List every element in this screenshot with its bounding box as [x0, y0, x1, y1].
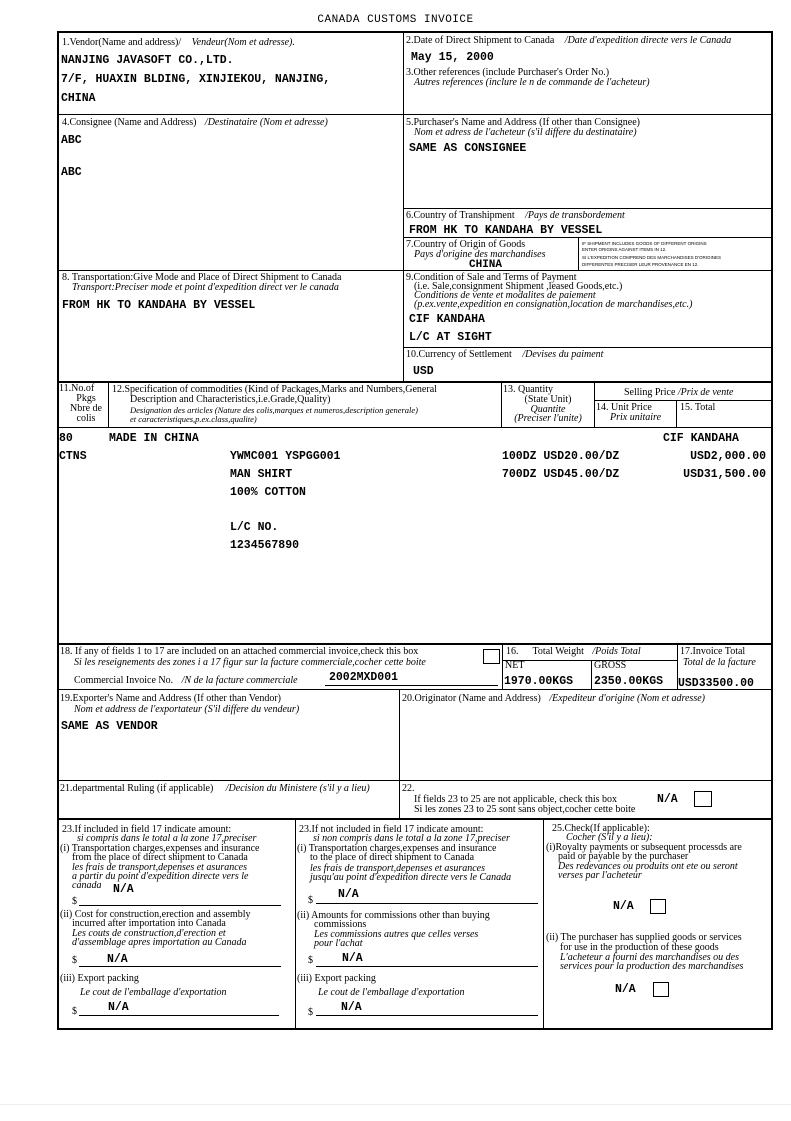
gross-weight-label: GROSS — [594, 660, 627, 671]
f25-ii-line: for use in the production of these goods — [560, 942, 719, 953]
f24-ii-line: commissions — [314, 919, 367, 930]
divider — [59, 270, 771, 271]
divider — [404, 347, 771, 348]
dollar-sign: $ — [72, 955, 77, 966]
exporter-label: 19.Exporter's Name and Address (If other than Vendor) — [60, 693, 282, 704]
shipment-date-value: May 15, 2000 — [411, 51, 494, 64]
originator-label: 20.Originator (Name and Address) /Expediteur d'origine (Nom et adresse) — [402, 693, 705, 704]
f24-iii-fr: Le cout de l'emballage d'exportation — [318, 987, 465, 998]
field-22-number: 22. — [402, 783, 415, 794]
quantity-header-fr-2: (Preciser l'unite) — [514, 413, 582, 424]
page-edge — [0, 1104, 791, 1105]
divider — [59, 114, 771, 115]
f24-i-line: to the place of direct shipment to Canada — [310, 852, 475, 863]
commercial-invoice-value: 2002MXD001 — [329, 671, 399, 684]
divider — [591, 660, 592, 689]
sale-conditions-line-2: L/C AT SIGHT — [409, 331, 492, 344]
divider — [578, 238, 579, 270]
f24-ii-line: (ii) Amounts for commissions other than buying — [297, 910, 490, 921]
sale-conditions-label-fr: Conditions de vente et modalites de paiement — [414, 290, 596, 301]
dollar-sign: $ — [72, 896, 77, 907]
specification-header-fr-2: et caracteristiques,p.ex.class,qualite) — [130, 414, 257, 424]
purchaser-value: SAME AS CONSIGNEE — [409, 142, 527, 155]
f25-ii-fr: L'acheteur a fourni des marchandises ou des — [560, 952, 739, 963]
divider — [295, 820, 296, 1028]
divider — [108, 383, 109, 427]
sale-conditions-label-2: (i.e. Sale,consignment Shipment ,leased Goods,etc.) — [414, 281, 623, 292]
document-title: CANADA CUSTOMS INVOICE — [317, 14, 474, 26]
f25-ii-value: N/A — [615, 983, 636, 996]
packages-count: 80 — [59, 432, 73, 445]
f23-ii-line: (ii) Cost for construction,erection and assembly — [60, 909, 251, 920]
divider — [676, 401, 677, 427]
goods-row-total: USD2,000.00 — [690, 450, 766, 463]
f24-i-value: N/A — [338, 888, 359, 901]
attached-invoice-label: 18. If any of fields 1 to 17 are included on an attached commercial invoice,check this box — [60, 646, 419, 657]
invoice-total-label: 17.Invoice Total — [680, 646, 746, 657]
f23-iii-fr: Le cout de l'emballage d'exportation — [80, 987, 227, 998]
f24-label-fr: si non compris dans le total a la zone 17,preciser — [313, 833, 510, 844]
dollar-sign: $ — [308, 1007, 313, 1018]
supplied-goods-checkbox[interactable] — [653, 982, 669, 997]
origin-value: CHINA — [469, 259, 503, 271]
f23-label-fr: si compris dans le total a la zone 17,preciser — [77, 833, 257, 844]
departmental-ruling-label: 21.departmental Ruling (if applicable) /Decision du Ministere (s'il y a lieu) — [60, 783, 370, 794]
other-references-label-fr: Autres references (inclure le n de commande de l'acheteur) — [414, 77, 650, 88]
divider — [403, 33, 404, 381]
packages-header: 11.No.of Pkgs Nbre de colis — [59, 383, 102, 424]
divider — [59, 689, 771, 690]
f24-ii-fr: Les commissions autres que celles verses — [314, 929, 479, 940]
f23-i-fr: les frais de transport,depenses et asurances — [72, 862, 247, 873]
goods-row-qty-price: 700DZ USD45.00/DZ — [502, 468, 620, 481]
quantity-header-fr: Quantite — [530, 404, 566, 415]
f24-ii-value: N/A — [342, 952, 363, 965]
goods-desc-line: YWMC001 YSPGG001 — [230, 450, 341, 463]
f24-i-line: (i) Transportation charges,expenses and insurance — [297, 843, 497, 854]
f25-ii-line: (ii) The purchaser has supplied goods or services — [546, 932, 742, 943]
f23-ii-line: incurred after importation into Canada — [72, 918, 226, 929]
origin-note-1: IF SHIPMENT INCLUDES GOODS OF DIFFERENT ORIGINS — [582, 241, 707, 246]
divider — [404, 237, 771, 238]
attached-invoice-checkbox[interactable] — [483, 649, 500, 664]
shipping-marks: MADE IN CHINA — [109, 432, 199, 445]
f25-i-value: N/A — [613, 900, 634, 913]
net-weight-label: NET — [505, 660, 525, 671]
f24-iii-label: (iii) Export packing — [297, 973, 376, 984]
divider — [543, 820, 544, 1028]
vendor-line-2: 7/F, HUAXIN BLDING, XINJIEKOU, NANJING, — [61, 73, 331, 86]
origin-label-fr: Pays d'origine des marchandises — [414, 249, 546, 260]
goods-desc-line: 1234567890 — [230, 539, 300, 552]
divider — [59, 427, 771, 428]
goods-desc-line: L/C NO. — [230, 521, 279, 534]
f23-iii-value: N/A — [108, 1001, 129, 1014]
net-weight-value: 1970.00KGS — [504, 675, 574, 688]
divider — [59, 780, 771, 781]
consignee-label: 4.Consignee (Name and Address) /Destinataire (Nom et adresse) — [62, 117, 328, 128]
divider — [59, 381, 771, 383]
dollar-sign: $ — [72, 1006, 77, 1017]
divider — [399, 690, 400, 819]
frame-left — [57, 31, 59, 1030]
field-22-checkbox[interactable] — [694, 791, 712, 807]
f25-ii-fr: services pour la production des marchandises — [560, 961, 744, 972]
field-22-label: If fields 23 to 25 are not applicable, check this box — [414, 794, 617, 805]
specification-header-2: Description and Characteristics,i.e.Grade,Quality) — [130, 394, 331, 405]
purchaser-label: 5.Purchaser's Name and Address (If other than Consignee) — [406, 117, 640, 128]
commercial-invoice-underline — [325, 685, 498, 686]
frame-right — [771, 31, 773, 1030]
goods-row-qty-price: 100DZ USD20.00/DZ — [502, 450, 620, 463]
exporter-label-fr: Nom et address de l'exportateur (S'il differe du vendeur) — [74, 704, 300, 715]
f24-label: 23.If not included in field 17 indicate amount: — [299, 824, 484, 835]
frame-top — [57, 31, 773, 33]
f25-label: 25.Check(If applicable): — [552, 823, 650, 834]
f23-ii-fr: Les couts de construction,d'erection et — [72, 928, 226, 939]
f23-i-line: from the place of direct shipment to Canada — [72, 852, 248, 863]
transport-label-fr: Transport:Preciser mode et point d'expedition direct ver le canada — [72, 282, 339, 293]
f25-i-line: (i)Royalty payments or subsequent processds are — [546, 842, 742, 853]
f25-label-fr: Cocher (S'il y a lieu): — [566, 832, 653, 843]
divider — [594, 383, 595, 427]
f23-i-line: (i) Transportation charges,expenses and insurance — [60, 843, 260, 854]
f23-i-fr: canada — [72, 880, 102, 891]
total-weight-label: 16. Total Weight /Poids Total — [506, 646, 641, 657]
unit-price-header: 14. Unit Price — [596, 402, 652, 413]
f24-i-underline — [316, 903, 538, 904]
sale-conditions-label: 9.Condition of Sale and Terms of Payment — [406, 272, 577, 283]
dollar-sign: $ — [308, 895, 313, 906]
quantity-header: 13. Quantity — [503, 384, 553, 395]
f23-label: 23.If included in field 17 indicate amount: — [62, 824, 232, 835]
transport-label: 8. Transportation:Give Mode and Place of Direct Shipment to Canada — [62, 272, 342, 283]
transhipment-label: 6.Country of Transhipment /Pays de transbordement — [406, 210, 625, 221]
transhipment-value: FROM HK TO KANDAHA BY VESSEL — [409, 224, 603, 237]
goods-desc-line: MAN SHIRT — [230, 468, 293, 481]
f25-i-fr: Des redevances ou produits ont ete ou seront — [558, 861, 738, 872]
f23-iii-underline — [79, 1015, 279, 1016]
f23-ii-underline — [79, 966, 281, 967]
f23-ii-value: N/A — [107, 953, 128, 966]
purchaser-label-fr: Nom et adress de l'acheteur (s'il differe du destinataire) — [414, 127, 637, 138]
quantity-header-2: (State Unit) — [524, 394, 572, 405]
field-22-value: N/A — [657, 793, 678, 806]
origin-note-4: DIFFERENTES PRECISER LEUR PROVENANCE EN 12. — [582, 262, 699, 267]
f24-iii-underline — [316, 1015, 538, 1016]
vendor-line-3: CHINA — [61, 92, 96, 105]
divider — [595, 400, 771, 401]
unit-price-header-fr: Prix unitaire — [610, 412, 662, 423]
f24-i-fr: jusqu'au point d'expedition directe vers le Canada — [310, 872, 512, 883]
f23-ii-fr: d'assemblage apres importation au Canada — [72, 937, 247, 948]
goods-row-total: USD31,500.00 — [683, 468, 766, 481]
sale-conditions-label-fr-2: (p.ex.vente,expedition en consignation,location de marchandises,etc.) — [414, 299, 693, 310]
divider — [59, 818, 771, 820]
price-terms: CIF KANDAHA — [663, 432, 739, 445]
vendor-line-1: NANJING JAVASOFT CO.,LTD. — [61, 54, 234, 67]
origin-label: 7.Country of Origin of Goods — [406, 239, 526, 250]
selling-price-header: Selling Price /Prix de vente — [624, 387, 734, 398]
f24-ii-fr: pour l'achat — [314, 938, 363, 949]
vendor-label: 1.Vendor(Name and address)/ Vendeur(Nom et adresse). — [62, 37, 295, 48]
invoice-total-value: USD33500.00 — [678, 677, 754, 690]
specification-header: 12.Specification of commodities (Kind of Packages,Marks and Numbers,General — [112, 384, 437, 395]
invoice-total-label-fr: Total de la facture — [683, 657, 756, 668]
divider — [59, 643, 771, 645]
field-22-label-fr: Si les zones 23 to 25 sont sans object,cocher cette boite — [414, 804, 636, 815]
transport-value: FROM HK TO KANDAHA BY VESSEL — [62, 299, 256, 312]
commercial-invoice-label: Commercial Invoice No. /N de la facture commerciale — [74, 675, 298, 686]
f24-iii-value: N/A — [341, 1001, 362, 1014]
attached-invoice-label-fr: Si les reseignements des zones i a 17 figur sur la facture commerciale,cocher cette boite — [74, 657, 426, 668]
gross-weight-value: 2350.00KGS — [594, 675, 664, 688]
dollar-sign: $ — [308, 955, 313, 966]
origin-note-3: SI L'EXPEDITION COMPREND DES MARCHANDISES D'ORIGINES — [582, 255, 721, 260]
f25-i-line: paid or payable by the purchaser — [558, 851, 689, 862]
specification-header-fr: Designation des articles (Nature des colis,marques et numeros,description generale) — [130, 405, 419, 415]
f23-iii-label: (iii) Export packing — [60, 973, 139, 984]
origin-note-2: ENTER ORIGINS AGAINST ITEMS IN 12. — [582, 247, 667, 252]
shipment-date-label: 2.Date of Direct Shipment to Canada /Date d'expedition directe vers le Canada — [406, 35, 732, 46]
exporter-value: SAME AS VENDOR — [61, 720, 158, 733]
consignee-line-1: ABC — [61, 134, 82, 147]
divider — [404, 208, 771, 209]
package-unit: CTNS — [59, 450, 87, 463]
currency-label: 10.Currency of Settlement /Devises du paiment — [406, 349, 604, 360]
f24-i-fr: les frais de transport,depenses et asurances — [310, 863, 485, 874]
consignee-line-2: ABC — [61, 166, 82, 179]
frame-bottom — [57, 1028, 773, 1030]
f23-i-fr: a partir du point d'expedition directe vers le — [72, 871, 249, 882]
f24-ii-underline — [316, 966, 538, 967]
total-header: 15. Total — [680, 402, 716, 413]
sale-conditions-line-1: CIF KANDAHA — [409, 313, 485, 326]
other-references-label: 3.Other references (include Purchaser's Order No.) — [406, 67, 610, 78]
f23-i-underline — [79, 905, 281, 906]
f23-i-value: N/A — [113, 883, 134, 896]
divider — [503, 660, 677, 661]
f25-i-fr: verses par l'acheteur — [558, 870, 642, 881]
goods-desc-line: 100% COTTON — [230, 486, 306, 499]
royalty-checkbox[interactable] — [650, 899, 666, 914]
currency-value: USD — [413, 365, 434, 378]
divider — [502, 645, 503, 689]
